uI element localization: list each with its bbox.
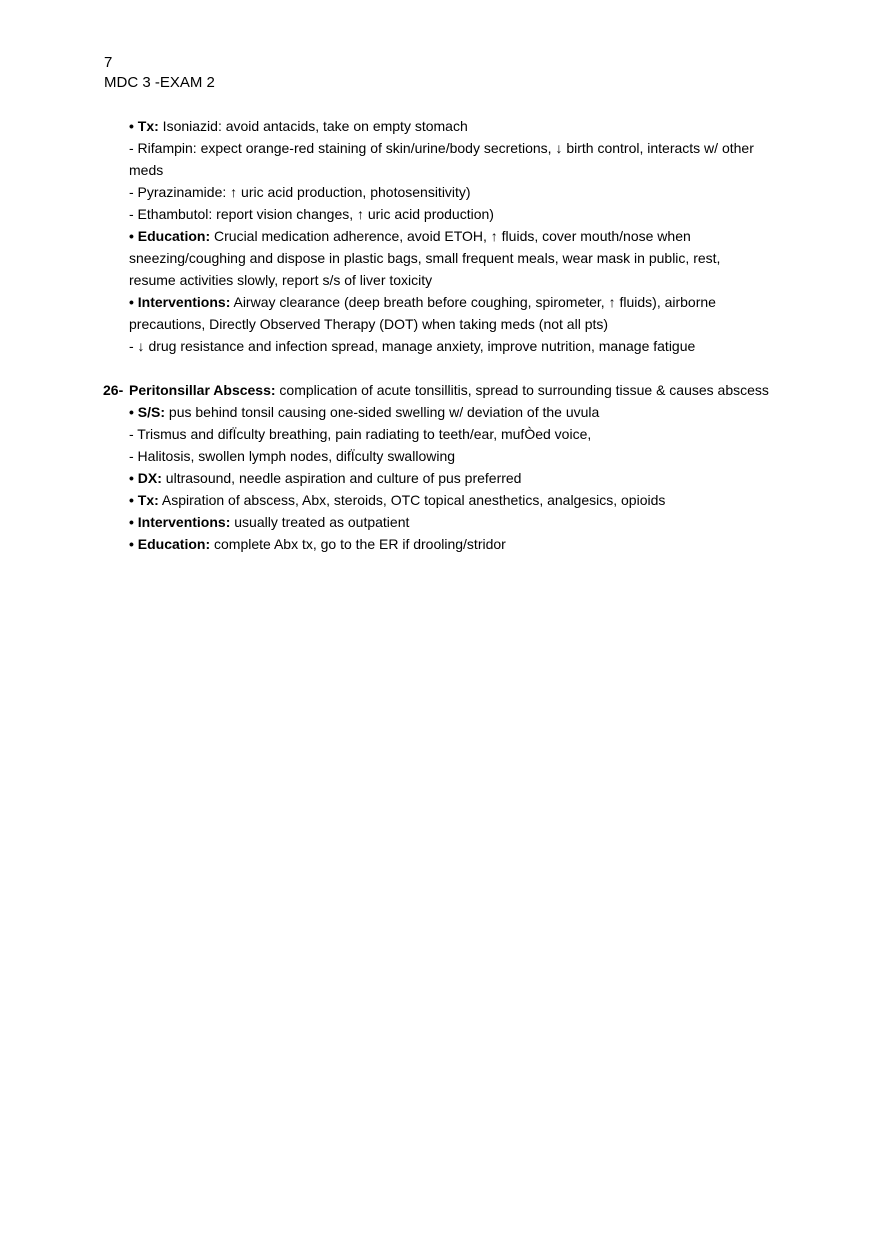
abscess-interventions-label: • Interventions: <box>129 514 231 530</box>
abscess-education-paragraph <box>129 533 769 555</box>
interventions-label: • Interventions: <box>129 294 231 310</box>
dx-text: ultrasound, needle aspiration and culture of pus preferred <box>161 470 522 486</box>
education-text: Crucial medication adherence, avoid ETOH, ↑ fluids, cover mouth/nose when sneezing/coughing and dispose in plastic bags, small frequent meals, wear mask in public, rest, resume activities slowly, report s/s of liver toxicity <box>129 228 721 288</box>
section-spacer <box>129 357 769 379</box>
interventions-text: Airway clearance (deep breath before coughing, spirometer, ↑ fluids), airborne precautions, Directly Observed Therapy (DOT) when taking meds (not all pts) <box>129 294 716 332</box>
course-title: MDC 3 -EXAM 2 <box>104 74 215 91</box>
education-paragraph <box>129 225 769 291</box>
abscess-title-paragraph <box>129 379 769 401</box>
tx-paragraph <box>129 115 769 137</box>
ethambutol-line: - Ethambutol: report vision changes, ↑ uric acid production) <box>129 206 494 222</box>
halitosis-line: - Halitosis, swollen lymph nodes, difÏculty swallowing <box>129 448 456 464</box>
abscess-tx-text: Aspiration of abscess, Abx, steroids, OTC topical anesthetics, analgesics, opioids <box>158 492 666 508</box>
page-number: 7 <box>104 54 113 71</box>
page-header <box>104 53 215 93</box>
education-label: • Education: <box>129 228 211 244</box>
tb-section <box>129 115 769 357</box>
dx-label: • DX: <box>129 470 162 486</box>
trismus-line: - Trismus and difÏculty breathing, pain radiating to teeth/ear, mufÒed voice, <box>129 426 592 442</box>
tx-label: • Tx: <box>129 118 159 134</box>
abscess-interventions-text: usually treated as outpatient <box>230 514 410 530</box>
abscess-education-label: • Education: <box>129 536 211 552</box>
dx-paragraph <box>129 467 769 489</box>
abscess-tx-label: • Tx: <box>129 492 159 508</box>
peritonsillar-abscess-section <box>103 379 769 555</box>
rifampin-line: - Rifampin: expect orange-red staining of skin/urine/body secretions, ↓ birth control, interacts w/ other meds <box>129 140 754 178</box>
ss-text: pus behind tonsil causing one-sided swelling w/ deviation of the uvula <box>165 404 600 420</box>
ss-paragraph <box>129 401 769 423</box>
tx-text: Isoniazid: avoid antacids, take on empty stomach <box>158 118 468 134</box>
abscess-title: Peritonsillar Abscess: <box>129 382 276 398</box>
pyrazinamide-line: - Pyrazinamide: ↑ uric acid production, photosensitivity) <box>129 184 471 200</box>
item-number: 26- <box>103 382 124 398</box>
interventions-paragraph <box>129 291 769 335</box>
abscess-title-text: complication of acute tonsillitis, spread to surrounding tissue & causes abscess <box>275 382 769 398</box>
notes-content <box>103 115 769 555</box>
abscess-education-text: complete Abx tx, go to the ER if drooling/stridor <box>210 536 506 552</box>
abscess-tx-paragraph <box>129 489 769 511</box>
abscess-interventions-paragraph <box>129 511 769 533</box>
ss-label: • S/S: <box>129 404 166 420</box>
interventions-more-line: - ↓ drug resistance and infection spread, manage anxiety, improve nutrition, manage fatigue <box>129 338 696 354</box>
